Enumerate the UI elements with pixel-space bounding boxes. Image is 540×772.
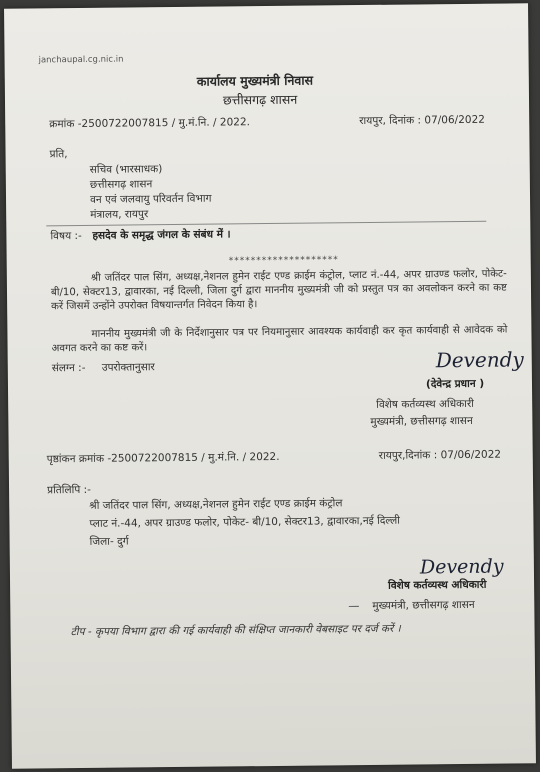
reference-number: क्रमांक -2500722007815 / मु.मं.नि. / 2022. [49,116,251,131]
initials-mark: — [348,599,360,613]
subject-label: विषय :- [50,229,82,243]
copy-recipient-line: जिला- दुर्ग [89,535,129,548]
signatory-2-office: मुख्यमंत्री, छत्तीसगढ़ शासन [372,598,475,612]
letter-page [4,3,536,768]
signatory-name: (देवेन्द्र प्रधान ) [425,377,485,391]
signatory-2-designation: विशेष कर्तव्यस्थ अधिकारी [388,578,487,592]
subject-text: हसदेव के समृद्ध जंगल के संबंध में । [92,228,231,242]
body-paragraph-1: श्री जतिंदर पाल सिंग, अध्यक्ष,नेशनल हुमेन राईट एण्ड क्राईम कंट्रोल, प्लाट नं.-44, अपर ग्राउण्ड फलोर, पोकेट- बी/10, सेक्टर13, द्वावारका, नई दिल्ली, जिला दुर्ग द्वारा माननीय मुख्यमंत्री जी को प्रस्तुत पत्र का अवलोकन करने का कष्ट करें जिसमें उन्होंने उपरोक्त विषयान्तर्गत निवेदन किया है। [50,268,508,313]
website-url: janchaupal.cg.nic.in [38,54,124,66]
copy-recipient-line: प्लाट नं.-44, अपर ग्राउण्ड फलोर, पोकेट- बी/10, सेक्टर13, द्वावारका,नई दिल्ली [89,514,401,530]
endorsement-date: रायपुर,दिनांक : 07/06/2022 [378,448,502,462]
recipient-line: वन एवं जलवायु परिवर्तन विभाग [89,192,212,206]
recipient-line: छत्तीसगढ़ शासन [89,178,153,191]
to-label: प्रति, [49,148,68,161]
recipient-line: सचिव (भारसाधक) [89,163,163,176]
government-heading: छत्तीसगढ़ शासन [222,91,298,108]
letter-date: रायपुर, दिनांक : 07/06/2022 [359,113,485,128]
enclosure-text: उपरोक्तानुसार [101,361,155,374]
signatory-designation: विशेष कर्तव्यस्थ अधिकारी [376,397,475,411]
signature-2: Devendy [419,555,504,579]
endorsement-number: पृष्ठांकन क्रमांक -2500722007815 / मु.मं.नि. / 2022. [46,450,280,466]
stars-separator: ******************** [228,255,339,267]
copy-to-label: प्रतिलिपि :- [47,483,92,497]
body-paragraph-2: माननीय मुख्यमंत्री जी के निर्देशानुसार पत्र पर नियमानुसार आवश्यक कार्यवाही कर कृत कार्यवाही से आवेदक को अवगत करने का कष्ट करें। [51,324,508,355]
handwritten-note: टीप - कृपया विभाग द्वारा की गई कार्यवाही की संक्षिप्त जानकारी वेबसाइट पर दर्ज करें । [70,622,401,639]
office-heading: कार्यालय मुख्यमंत्री निवास [196,72,314,89]
enclosure-label: संलग्न :- [51,361,86,375]
copy-recipient-line: श्री जतिंदर पाल सिंग, अध्यक्ष,नेशनल हुमेन राईट एण्ड क्राईम कंट्रोल [89,497,343,512]
signatory-office: मुख्यमंत्री, छत्तीसगढ़ शासन [370,414,473,428]
signature-1: Devendy [435,347,524,373]
recipient-line: मंत्रालय, रायपुर [90,208,149,221]
